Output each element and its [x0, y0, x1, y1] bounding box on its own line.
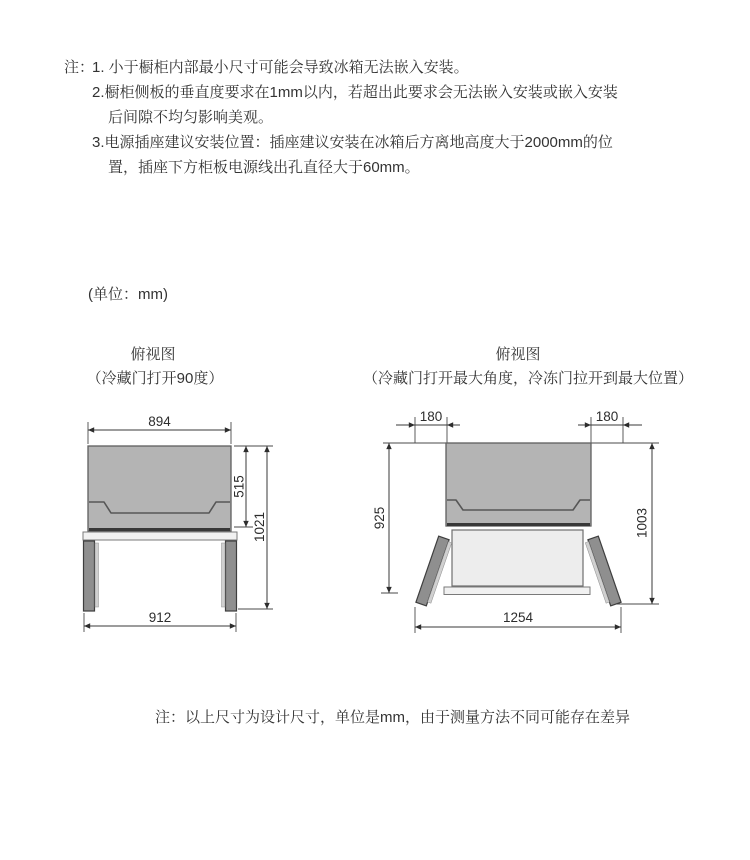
fridge-body-right — [446, 443, 591, 526]
bottom-note: 注：以上尺寸为设计尺寸，单位是mm，由于测量方法不同可能存在差异 — [155, 709, 630, 726]
right-diagram-subtitle: （冷藏门打开最大角度，冷冻门拉开到最大位置） — [363, 370, 694, 387]
dim-depth-drawer: 925 — [372, 506, 387, 530]
fridge-body-left — [88, 446, 231, 531]
dim-depth-total-right: 1003 — [634, 507, 650, 539]
note-item-2: 2.橱柜侧板的垂直度要求在1mm以内，若超出此要求会无法嵌入安装或嵌入安装后间隙不均匀影响美观。 — [92, 84, 618, 126]
open-doors-90deg — [84, 541, 237, 611]
drawer-front-strip — [444, 587, 590, 595]
top-view-90deg-diagram — [83, 414, 273, 632]
right-door-max-angle-icon — [585, 536, 621, 607]
note-item-1: 1. 小于橱柜内部最小尺寸可能会导致冰箱无法嵌入安装。 — [92, 59, 469, 76]
right-diagram-title: 俯视图 — [495, 346, 541, 363]
door-front-strip-left — [83, 532, 237, 540]
dim-clearance-left: 180 — [419, 409, 443, 424]
dim-width-bottom-right: 1254 — [502, 610, 534, 625]
dim-depth-body: 515 — [231, 475, 247, 498]
dim-clearance-right: 180 — [595, 409, 619, 424]
dim-width-bottom-left: 912 — [148, 610, 172, 625]
left-door-open-icon — [84, 541, 95, 611]
left-diagram-title: 俯视图 — [130, 346, 176, 363]
freezer-drawer-open — [452, 530, 583, 586]
note-item-3: 3.电源插座建议安装位置：插座建议安装在冰箱后方离地高度大于2000mm的位置，插座下方柜板电源线出孔直径大于60mm。 — [92, 134, 613, 176]
right-door-open-icon — [226, 541, 237, 611]
dim-depth-total-left: 1021 — [252, 511, 267, 543]
top-view-max-angle-diagram — [372, 409, 659, 633]
left-diagram-subtitle: （冷藏门打开90度） — [86, 370, 224, 387]
dim-width-top-left: 894 — [148, 414, 171, 429]
left-door-max-angle-icon — [416, 536, 452, 607]
notes-label: 注： — [64, 59, 95, 76]
unit-label: (单位：mm) — [88, 286, 168, 303]
